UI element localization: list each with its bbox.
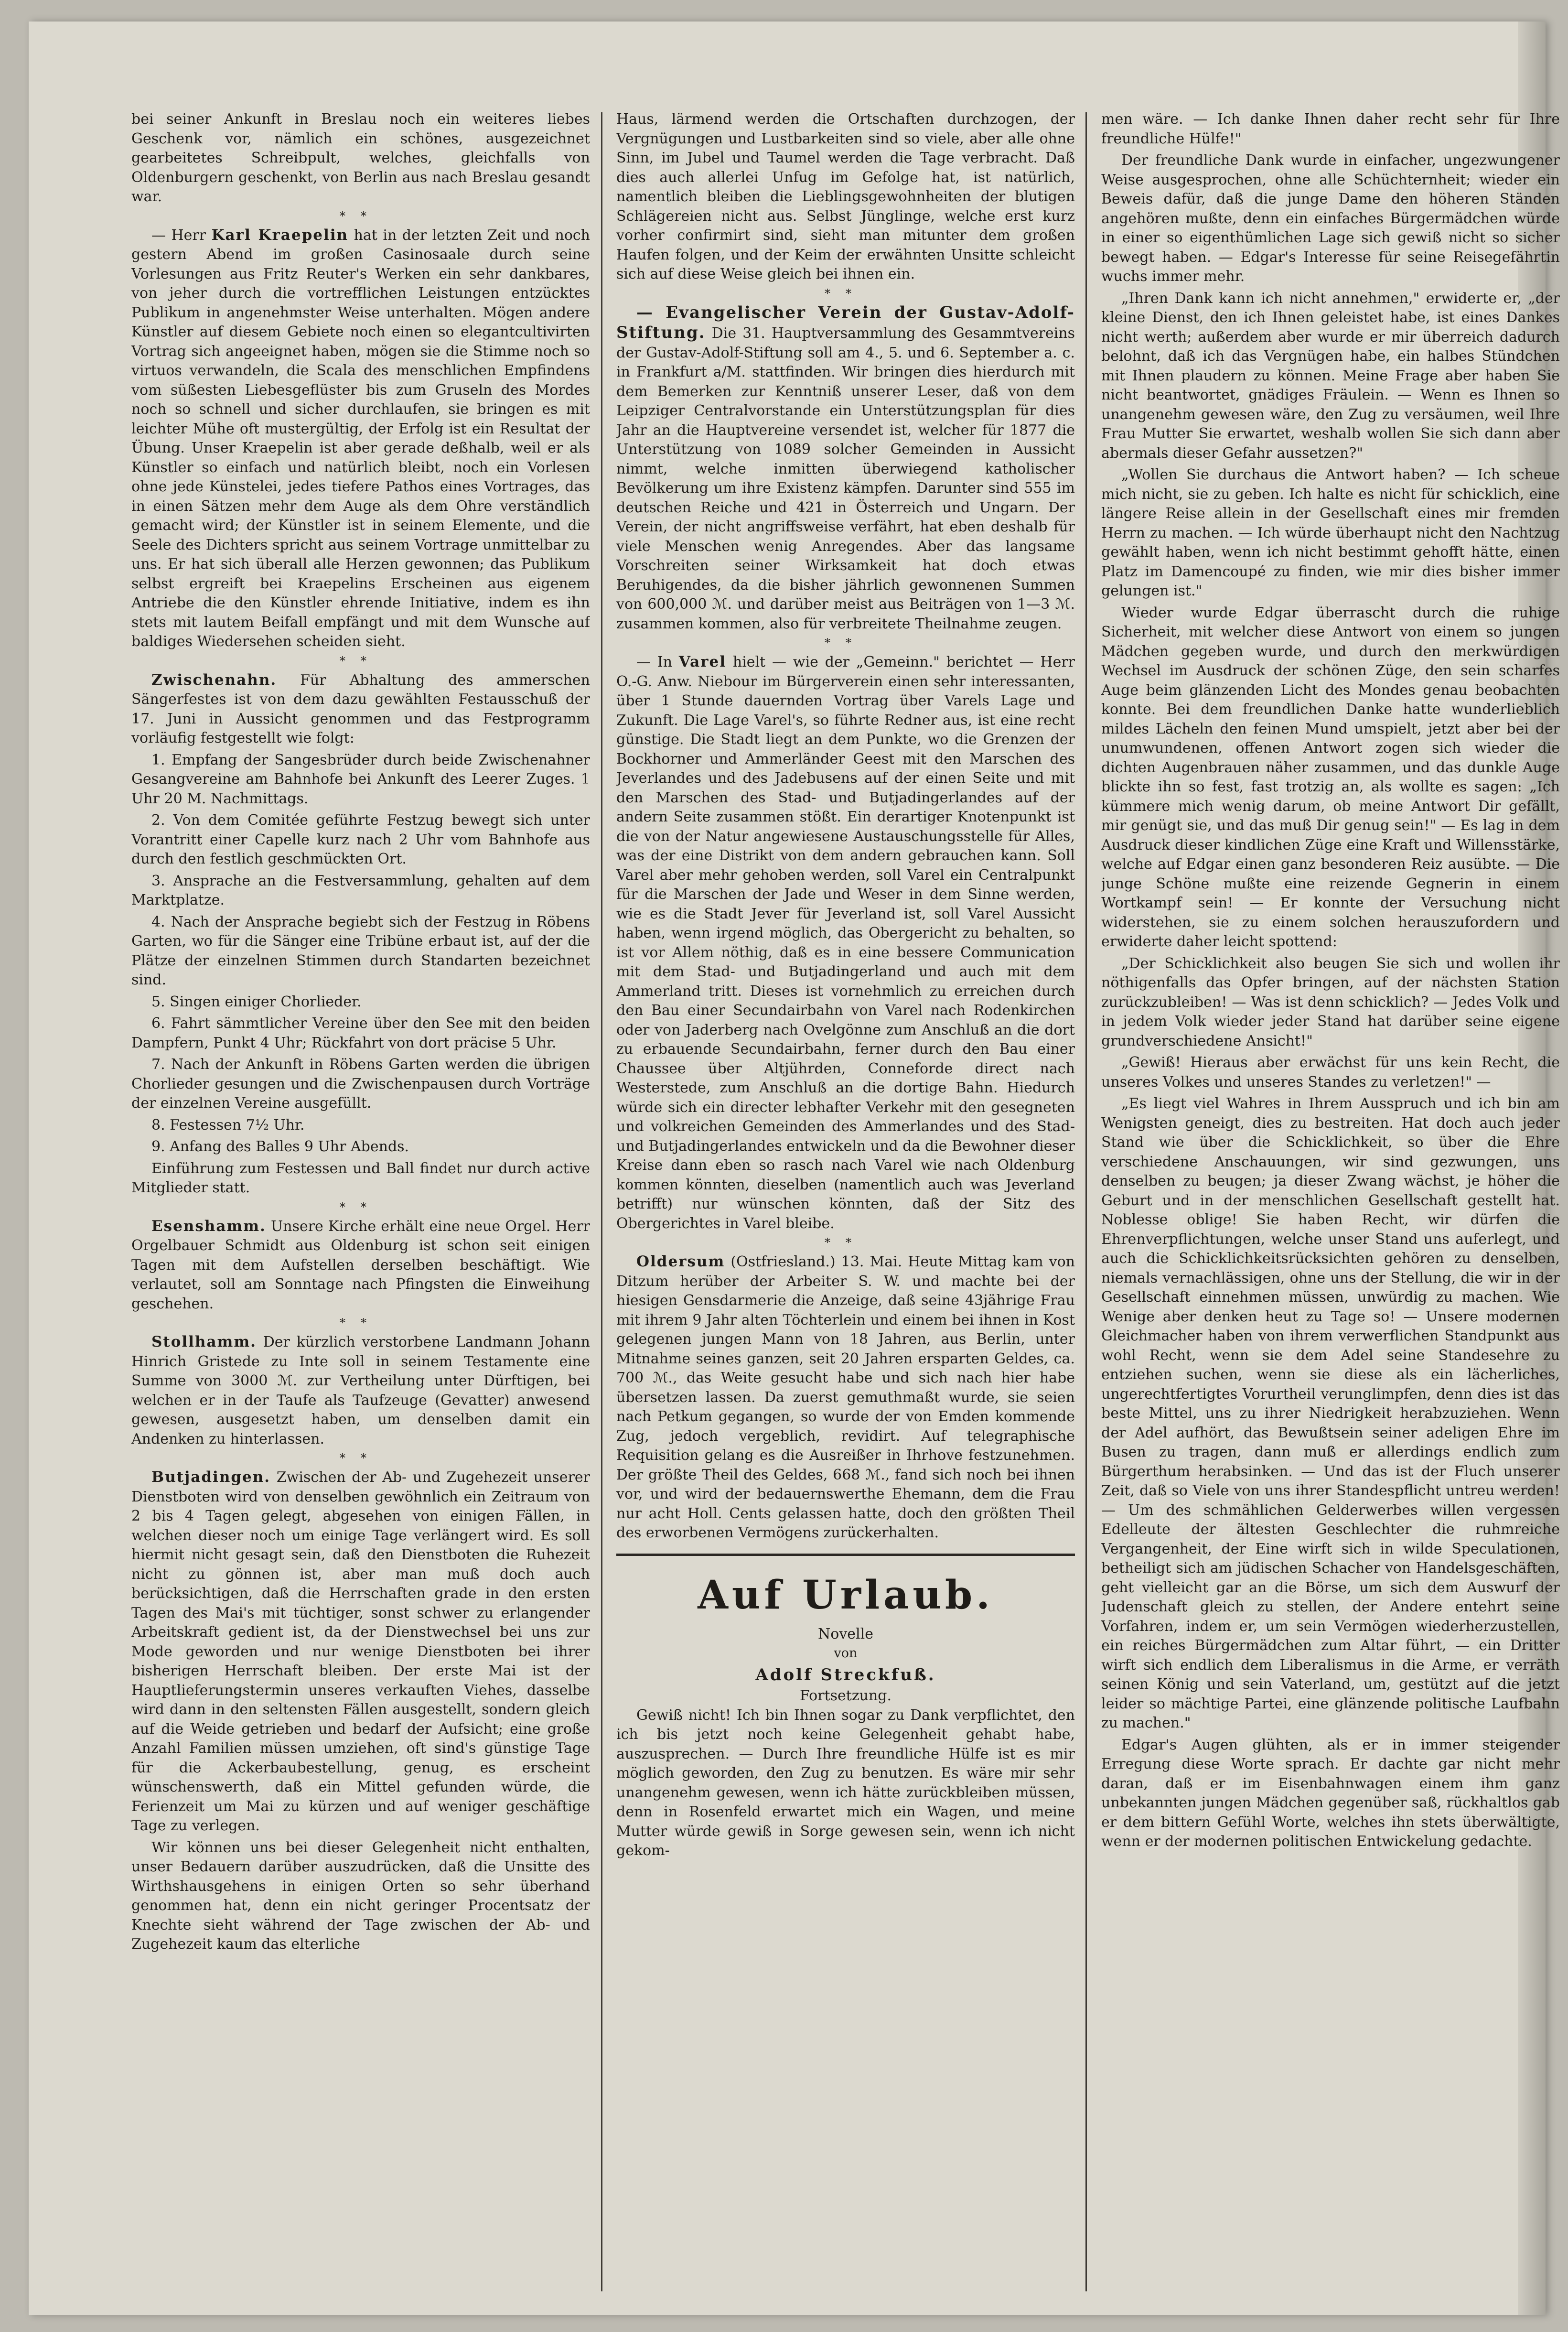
newspaper-page — [29, 22, 1560, 2315]
list-item: 2. Von dem Comitée geführte Festzug bewegt sich unter Vorantritt einer Capelle kurz nach 2 Uhr vom Bahnhofe aus durch den festlich geschmückten Ort. — [131, 812, 590, 867]
place-heading: Zwischenahn. — [151, 671, 277, 689]
article-butjadingen — [131, 1468, 590, 1836]
section-separator: ** — [340, 654, 382, 668]
section-divider — [616, 1554, 1075, 1556]
text: Unsere Kirche erhält eine neue Orgel. Herr Orgelbauer Schmidt aus Oldenburg ist schon seit einigen Tagen mit dem Aufstellen derselben beschäftigt. Wie verlautet, soll am Sonntage nach Pfingsten die Einweihung geschehen. — [131, 1218, 590, 1312]
place-heading: Butjadingen. — [151, 1468, 271, 1486]
program-list — [131, 751, 590, 1157]
novel-author: Adolf Streckfuß. — [755, 1665, 936, 1684]
article-heading: — Evangelischer Verein der Gustav-Adolf-Stiftung. — [616, 302, 1075, 342]
novel-title: Auf Urlaub. — [698, 1572, 994, 1618]
column-2 — [616, 110, 1075, 2289]
paragraph: Haus, lärmend werden die Ortschaften durchzogen, der Vergnügungen und Lustbarkeiten sind so viele, aber alle ohne Sinn, im Jubel und Taumel werden die Tage verbracht. Daß dies auch allerlei Unfug im Gefolge hat, ist natürlich, namentlich bleiben die Lieblingsgewohnheiten der blutigen Schlägereien nicht aus. Selbst Jünglinge, welche erst kurz vorher confirmirt sind, sieht man mitunter dem großen Haufen folgen, und der Keim der erwähnten Unsitte schleicht sich auf diese Weise gleich bei ihnen ein. — [616, 111, 1075, 282]
section-separator: ** — [825, 286, 867, 300]
person-name: Karl Kraepelin — [211, 226, 349, 244]
list-item: 5. Singen einiger Chorlieder. — [151, 993, 362, 1010]
paragraph: „Ihren Dank kann ich nicht annehmen," erwiderte er, „der kleine Dienst, den ich Ihnen geleistet habe, ist eines Dankes nicht werth; außerdem aber wurde er mir überreich dadurch belohnt, daß ich das Vergnügen habe, ein halbes Stündchen mit Ihnen plaudern zu können. Meine Frage aber haben Sie nicht beantwortet, gnädiges Fräulein. — Wenn es Ihnen so unangenehm gewesen wäre, den Zug zu versäumen, weil Ihre Frau Mutter Sie erwartet, weshalb wollen Sie sich dann aber abermals dieser Gefahr aussetzen?" — [1101, 290, 1560, 462]
place-heading: Esenshamm. — [151, 1217, 266, 1235]
list-item: 3. Ansprache an die Festversammlung, gehalten auf dem Marktplatze. — [131, 872, 590, 908]
place-heading: Stollhamm. — [151, 1333, 257, 1350]
paragraph: Edgar's Augen glühten, als er in immer steigender Erregung diese Worte sprach. Er dachte gar nicht mehr daran, daß er im Eisenbahnwagen einem ihm ganz unbekannten jungen Mädchen gegenüber saß, rückhaltlos gab er dem bittern Gefühl Worte, welches ihn stets überwältigte, wenn er der modernen politischen Entwickelung gedachte. — [1101, 1736, 1560, 1850]
paragraph: „Wollen Sie durchaus die Antwort haben? — Ich scheue mich nicht, sie zu geben. Ich halte es nicht für schicklich, eine längere Reise allein in der Gesellschaft eines mir fremden Herrn zu machen. — Ich würde überhaupt nicht den Nachtzug gewählt haben, wenn ich nicht bestimmt gehofft hätte, einen Platz im Damencoupé zu finden, wie mir dies bisher immer gelungen ist." — [1101, 466, 1560, 599]
text: 13. Mai. Heute Mittag kam von Ditzum herüber der Arbeiter S. W. und machte bei der hiesigen Gensdarmerie die Anzeige, daß seine 43jährige Frau mit ihrem 9 Jahr alten Töchterlein und einem bei ihnen in Kost gelegenen jungen Mann von 18 Jahren, aus Berlin, unter Mitnahme seines ganzen, seit 20 Jahren ersparten Geldes, ca. 700 ℳ., das Weite gesucht habe und sich nach hier habe übersetzen lassen. Da zuerst gemuthmaßt wurde, sie seien nach Petkum gegangen, so wurde der von Emden kommende Zug, jedoch vergeblich, revidirt. Auf telegraphische Requisition gelang es die Ausreißer in Ihrhove festzunehmen. Der größte Theil des Geldes, 668 ℳ., fand sich noch bei ihnen vor, und wird der bedauernswerthe Ehemann, dem die Frau nur acht Holl. Cents gelassen hatte, doch den größten Theil des erworbenen Vermögens zurückerhalten. — [616, 1253, 1075, 1541]
paragraph: Gewiß nicht! Ich bin Ihnen sogar zu Dank verpflichtet, den ich bis jetzt noch keine Gelegenheit gehabt habe, auszusprechen. — Durch Ihre freundliche Hülfe ist es mir möglich geworden, den Zug zu benutzen. Es wäre mir sehr unangenehm gewesen, wenn ich hätte zurückbleiben müssen, denn in Rosenfeld erwartet mich ein Wagen, und meine Mutter würde gewiß in Sorge gewesen sein, wenn ich nicht gekom- — [616, 1706, 1075, 1859]
list-item: 1. Empfang der Sangesbrüder durch beide Zwischenahner Gesangvereine am Bahnhofe bei Ankunft des Leerer Zuges. 1 Uhr 20 M. Nachmittags. — [131, 751, 590, 807]
text: hat in der letzten Zeit und noch gestern Abend im großen Casinosaale durch seine Vorlesungen aus Fritz Reuter's Werken ein sehr dankbares, von jeher durch die vortrefflichen Leistungen entzücktes Publikum in angenehmster Weise unterhalten. Mögen andere Künstler auf diesem Gebiete noch einen so elegantcultivirten Vortrag sich angeeignet haben, mögen sie die Stimme noch so virtuos verwandeln, die Scala des menschlichen Empfindens vom süßesten Liebesgeflüster bis zum Gruseln des Mordes noch so schnell und sicher durchlaufen, sie bringen es mit leichter Mühe oft mustergültig, der Erfolg ist ein Resultat der Übung. Unser Kraepelin ist aber gerade deßhalb, weil er als Künstler so einfach und natürlich bleibt, noch ein Vorlesen ohne jede Künstelei, jedes tiefere Pathos eines Vortrages, das in einen Sätzen mehr dem Auge als dem Ohre verständlich gemacht wird; der Künstler ist in seinem Elemente, und die Seele des Dichters spricht aus seinem Vortrage unmittelbar zu uns. Er hat sich überall alle Herzen gewonnen; das Publikum selbst ergreift bei Kraepelins Erscheinen aus eigenem Antriebe die den Künstler ehrende Initiative, indem es ihn stets mit lautem Beifall empfängt und mit dem Wunsche auf baldiges Wiedersehen scheiden sieht. — [131, 227, 590, 650]
list-item: 4. Nach der Ansprache begiebt sich der Festzug in Röbens Garten, wo für die Sänger eine Tribüne erbaut ist, auf der die Plätze der einzelnen Stimmen durch Standarten bezeichnet sind. — [131, 913, 590, 988]
place-heading: Oldersum — [636, 1253, 725, 1270]
paragraph: Der freundliche Dank wurde in einfacher, ungezwungener Weise ausgesprochen, ohne alle Schüchternheit; wieder ein Beweis dafür, daß die junge Dame den höheren Ständen angehören mußte, denn ein einfaches Bürgermädchen würde in einer so eigenthümlichen Lage sich gewiß nicht so sicher bewegt haben. — Edgar's Interesse für seine Reisegefährtin wuchs immer mehr. — [1101, 152, 1560, 285]
text: — Herr — [151, 227, 212, 244]
list-item: 7. Nach der Ankunft in Röbens Garten werden die übrigen Chorlieder gesungen und die Zwischenpausen durch Vorträge der einzelnen Vereine ausgefüllt. — [131, 1056, 590, 1112]
article-kraepelin — [131, 226, 590, 652]
text: Zwischen der Ab- und Zugehezeit unserer Dienstboten wird von denselben gewöhnlich ein Zeitraum von 2 bis 4 Tagen gelegt, abgesehen von einigen Fällen, in welchen dieser noch um einige Tage verlängert wird. Es soll hiermit nicht gesagt sein, daß den Dienstboten die Ruhezeit nicht zu gönnen ist, aber man muß doch auch berücksichtigen, daß die Herrschaften grade in den ersten Tagen des Mai's mit tüchtiger, sonst schwer zu erlangender Arbeitskraft gedient ist, da der Dienstwechsel bei uns zur Mode geworden und nur wenige Dienstboten bei ihrer bisherigen Herrschaft bleiben. Der erste Mai ist der Hauptlieferungstermin unseres verkauften Viehes, dasselbe wird dann in den seltensten Fällen ausgestellt, sondern gleich auf die Weide getrieben und bedarf der Aufsicht; eine große Anzahl Familien müssen umziehen, oft sind's günstige Tage für die Ackerbaubestellung, genug, es erscheint wünschenswerth, daß ein Mittel gefunden würde, die Ferienzeit um Mai zu kürzen und auf weniger geschäftige Tage zu verlegen. — [131, 1469, 590, 1834]
text: hielt — wie der „Gemeinn." berichtet — Herr O.-G. Anw. Niebour im Bürgerverein einen sehr interessanten, über 1 Stunde dauernden Vortrag über Varels Lage und Zukunft. Die Lage Varel's, so führte Redner aus, ist eine recht günstige. Die Stadt liegt an dem Punkte, wo die Grenzen der Bockhorner und Ammerländer Geest mit den Marschen des Jeverlandes und des Jadebusens auf der einen Seite und mit den Marschen des Stad- und Butjadingerlandes auf der andern Seite zusammen stößt. Ein derartiger Knotenpunkt ist die von der Natur angewiesene Austauschungsstelle für Alles, was der eine Distrikt von dem andern gebrauchen kann. Soll Varel aber mehr gehoben werden, soll Varel ein Centralpunkt für die Marschen der Jade und Weser in dem Sinne werden, wie es die Stadt Jever für Jeverland ist, soll Varel Aussicht haben, wenn irgend möglich, das Obergericht zu behalten, so ist vor Allem nöthig, daß es in eine bessere Communication mit dem Stad- und Butjadingerland und auch mit dem Ammerland tritt. Dieses ist vornehmlich zu erreichen durch den Bau einer Secundairbahn von Varel nach Rodenkirchen oder von Jaderberg nach Ovelgönne zum Anschluß an die dort zu erbauende Secundairbahn, ferner durch den Bau einer Chaussee über Altjührden, Conneforde direct nach Westerstede, zum Anschluß an die dortige Bahn. Hiedurch würde sich ein directer lebhafter Verkehr mit den gesegneten und volkreichen Gemeinden des Ammerlandes und des Stad- und Butjadingerlandes entwickeln und da die Bewohner dieser Kreise dann eben so rasch nach Varel wie nach Oldenburg kommen könnten, dieselben (namentlich auch was Jeverland betrifft) nur wünschen könnten, daß der Sitz des Obergerichtes in Varel bleibe. — [616, 654, 1075, 1232]
article-gustav-adolf — [616, 303, 1075, 634]
list-item: 8. Festessen 7½ Uhr. — [151, 1116, 305, 1134]
paragraph: Wir können uns bei dieser Gelegenheit nicht enthalten, unser Bedauern darüber auszudrücken, daß die Unsitte des Wirthshausgehens in einigen Orten so sehr überhand genommen hat, denn ein nicht geringer Procentsatz der Knechte sieht während der Tage zwischen der Ab- und Zugehezeit kaum das elterliche — [131, 1839, 590, 1953]
list-item: 6. Fahrt sämmtlicher Vereine über den See mit den beiden Dampfern, Punkt 4 Uhr; Rückfahrt von dort präcise 5 Uhr. — [131, 1015, 590, 1051]
paragraph: „Gewiß! Hieraus aber erwächst für uns kein Recht, die unseres Volkes und unseres Standes zu verletzen!" — — [1101, 1054, 1560, 1090]
section-separator: ** — [340, 1316, 382, 1329]
novel-by: von — [834, 1646, 858, 1661]
section-separator: ** — [825, 636, 867, 649]
column-rule — [1085, 112, 1087, 2291]
text: — In — [636, 654, 679, 670]
section-separator: ** — [825, 1236, 867, 1249]
paragraph: Wieder wurde Edgar überrascht durch die ruhige Sicherheit, mit welcher diese Antwort von einem so jungen Mädchen gegeben wurde, und durch den merkwürdigen Wechsel im Ausdruck der schönen Züge, den sein scharfes Auge beim glänzenden Licht des Mondes genau beobachten konnte. Bei dem freundlichen Danke hatte wunderlieblich mildes Lächeln den feinen Mund umspielt, jetzt aber bei der unumwundenen, offenen Antwort zogen sich wieder die dichten Augenbrauen näher zusammen, und das dunkle Auge blickte ihn so fest, fast trotzig an, als wollte es sagen: „Ich kümmere mich wenig darum, ob meine Antwort Dir gefällt, mir genügt sie, und das muß Dir genug sein!" — Es lag in dem Ausdruck dieser kindlichen Züge eine Kraft und Willensstärke, welche auf Edgar einen ganz besonderen Reiz ausübte. — Die junge Schöne mußte eine reizende Gegnerin in einem Wortkampf sein! — Er konnte der Versuchung nicht widerstehen, sie zu einem solchen herauszufordern und erwiderte daher leicht spottend: — [1101, 604, 1560, 950]
novel-genre: Novelle — [818, 1625, 873, 1642]
paragraph: „Der Schicklichkeit also beugen Sie sich und wollen ihr nöthigenfalls das Opfer bringen, auf der nächsten Station zurückzubleiben! — Was ist denn schicklich? — Jedes Volk und in jedem Volk wieder jeder Stand hat darüber seine eigene grundverschiedene Ansicht!" — [1101, 955, 1560, 1049]
place-heading: Varel — [678, 653, 727, 670]
article-zwischenahn — [131, 670, 590, 748]
paragraph: bei seiner Ankunft in Breslau noch ein weiteres liebes Geschenk vor, nämlich ein schönes, ausgezeichnet gearbeitetes Schreibpult, welches, gleichfalls von Oldenburgern geschenkt, von Berlin aus nach Breslau gesandt war. — [131, 111, 590, 205]
section-separator: ** — [340, 1200, 382, 1214]
text: Für Abhaltung des ammerschen Sängerfestes ist von dem dazu gewählten Festausschuß der 17. Juni in Aussicht genommen und das Festprogramm vorläufig festgestellt wie folgt: — [131, 671, 590, 746]
text: Die 31. Hauptversammlung des Gesammtvereins der Gustav-Adolf-Stiftung soll am 4., 5. und 6. September a. c. in Frankfurt a/M. stattfinden. Wir bringen dies hierdurch mit dem Bemerken zur Kenntniß unserer Leser, daß von dem Leipziger Centralvorstande ein Unterstützungsplan für dies Jahr an die Hauptvereine versendet ist, welcher für 1877 die Unterstützung von 1089 solcher Gemeinden in Aussicht nimmt, welche inmitten überwiegend katholischer Bevölkerung um ihre Existenz kämpfen. Darunter sind 555 im deutschen Reiche und 421 in Österreich und Ungarn. Der Verein, der nicht angriffsweise verfährt, hat eben deshalb für viele Menschen wenig Anregendes. Aber das langsame Vorschreiten seiner Wirksamkeit hat doch etwas Beruhigendes, da die bisher jährlich gewonnenen Summen von 600,000 ℳ. und darüber meist aus Beiträgen von 1—3 ℳ. zusammen kommen, also für verbreitete Theilnahme zeugen. — [616, 325, 1075, 632]
article-oldersum — [616, 1252, 1075, 1543]
paragraph: „Es liegt viel Wahres in Ihrem Ausspruch und ich bin am Wenigsten geneigt, dies zu bestreiten. Hat doch auch jeder Stand wie über die Schicklichkeit, so über die Ehre verschiedene Anschauungen, wir sind gezwungen, uns denselben zu beugen; ja dieser Zwang wächst, je höher die Geburt und in der menschlichen Gesellschaft gestellt hat. Noblesse oblige! Sie haben Recht, wir dürfen die Ehrenverpflichtungen, welche unser Stand uns auferlegt, und auch die Schicklichkeitsrücksichten gehören zu denselben, niemals vernachlässigen, ohne uns der Stellung, die wir in der Gesellschaft einnehmen müssen, unwürdig zu machen. Wie Wenige aber denken heut zu Tage so! — Unsere modernen Gleichmacher haben von ihrem verwerflichen Standpunkt aus wohl Recht, wenn sie dem Adel seine Standesehre zu entziehen suchen, wenn sie diese als ein lächerliches, ungerechtfertigtes Vorurtheil verunglimpfen, denn dies ist das beste Mittel, uns zu ihrer Niedrigkeit herabzuziehen. Wenn der Adel aufhört, das Bewußtsein seiner adeligen Ehre im Busen zu tragen, dann muß er allerdings endlich zum Bürgerthum herabsinken. — Und das ist der Fluch unserer Zeit, daß so Viele von uns ihrer Standespflicht untreu werden! — Um des schmählichen Gelderwerbes willen vergessen Edelleute der ältesten Geschlechter die ruhmreiche Vergangenheit, der Eine wirft sich in wilde Speculationen, betheiligt sich am jüdischen Schacher von Handelsgeschäften, geht vielleicht gar an die Börse, um sich dem Auswurf der Judenschaft gleich zu stellen, der Andere entehrt seine Vorfahren, indem er, um sein Vermögen wiederherzustellen, ein reiches Bürgermädchen zum Altar führt, — ein Dritter wirft sich endlich dem Liberalismus in die Arme, er verräth seinen König und sein Vaterland, um, gestützt auf die jetzt leider so mächtige Partei, eine glänzende politische Laufbahn zu machen." — [1101, 1095, 1560, 1731]
paragraph: Einführung zum Festessen und Ball findet nur durch active Mitglieder statt. — [131, 1160, 590, 1196]
section-separator: ** — [340, 1451, 382, 1465]
text: Der kürzlich verstorbene Landmann Johann Hinrich Gristede zu Inte soll in seinem Testamente eine Summe von 3000 ℳ. zur Vertheilung unter Dürftigen, bei welchen er in der Taufe als Taufzeuge (Gevatter) anwesend gewesen, ausgesetzt haben, um denselben damit ein Andenken zu hinterlassen. — [131, 1334, 590, 1447]
article-varel — [616, 652, 1075, 1233]
article-esenshamm — [131, 1217, 590, 1314]
paragraph: men wäre. — Ich danke Ihnen daher recht sehr für Ihre freundliche Hülfe!" — [1101, 111, 1560, 147]
column-rule — [601, 112, 602, 2291]
article-stollhamm — [131, 1332, 590, 1449]
column-3 — [1101, 110, 1560, 2289]
list-item: 9. Anfang des Balles 9 Uhr Abends. — [151, 1138, 409, 1155]
region-note: (Ostfriesland.) — [725, 1253, 836, 1270]
section-separator: ** — [340, 209, 382, 223]
novel-continuation: Fortsetzung. — [799, 1687, 892, 1704]
column-1 — [131, 110, 590, 2289]
